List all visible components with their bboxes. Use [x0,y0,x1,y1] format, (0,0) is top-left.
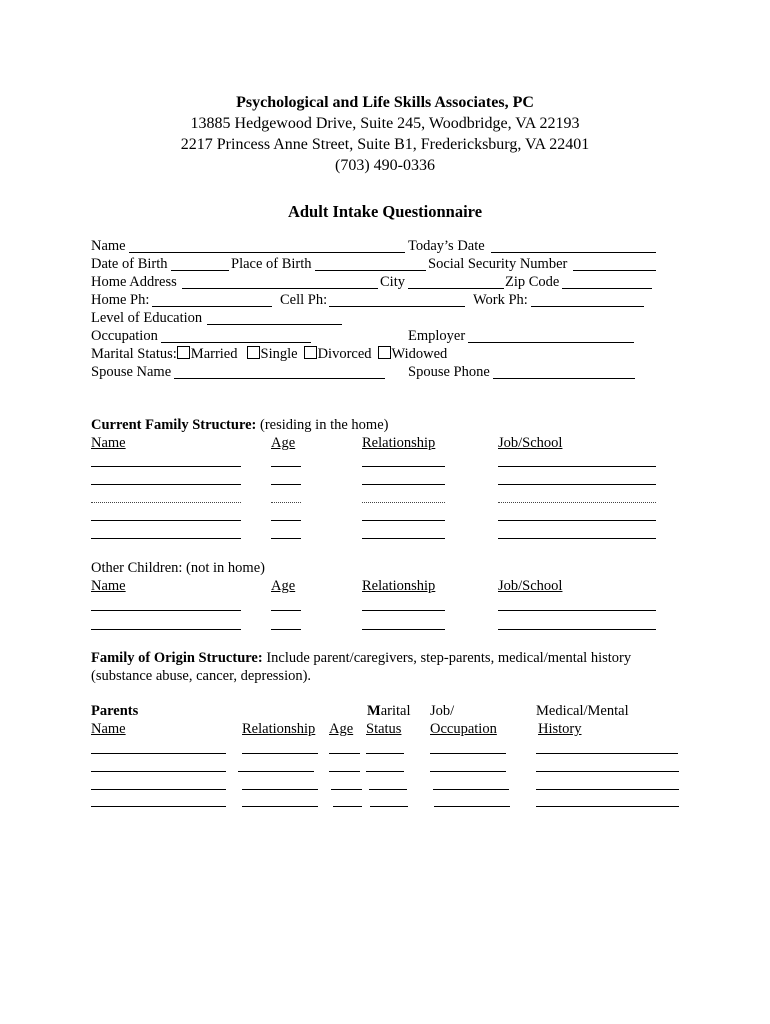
marital-top-initial: M [367,703,381,719]
married-checkbox[interactable] [177,346,190,359]
parents-col-relationship: Relationship [242,721,316,737]
employer-label: Employer [408,328,466,344]
current-family-col-jobschool: Job/School [498,435,563,451]
education-field[interactable] [207,324,342,325]
name-label: Name [91,238,126,254]
spouse-name-label: Spouse Name [91,364,172,380]
home-phone-field[interactable] [152,306,272,307]
current-family-heading [91,416,388,434]
divorced-checkbox[interactable] [304,346,317,359]
family-origin-title: Family of Origin Structure: [91,650,263,666]
current-family-note: (residing in the home) [260,417,389,433]
spouse-phone-field[interactable] [493,378,635,379]
address-line-1: 13885 Hedgewood Drive, Suite 245, Woodbridge, VA 22193 [190,115,580,132]
dob-label: Date of Birth [91,256,168,272]
widowed-label: Widowed [391,346,448,362]
spouse-phone-label: Spouse Phone [408,364,490,380]
parents-col-status: Status [366,721,402,737]
medical-column-top: Medical/Mental [536,703,629,719]
work-phone-label: Work Ph: [473,292,528,308]
occupation-label: Occupation [91,328,158,344]
ssn-label: Social Security Number [428,256,568,272]
current-family-col-age: Age [271,435,296,451]
other-children-col-age: Age [271,578,296,594]
widowed-checkbox[interactable] [378,346,391,359]
current-family-title: Current Family Structure: [91,417,257,433]
married-label: Married [190,346,238,362]
marital-column-top [367,702,410,720]
address-line-2: 2217 Princess Anne Street, Suite B1, Fredericksburg, VA 22401 [180,136,590,153]
education-label: Level of Education [91,310,203,326]
zip-field[interactable] [562,288,652,289]
other-children-col-relationship: Relationship [362,578,436,594]
employer-field[interactable] [468,342,634,343]
other-children-col-jobschool: Job/School [498,578,563,594]
cell-phone-label: Cell Ph: [280,292,328,308]
parents-col-age: Age [329,721,354,737]
family-origin-text-2: (substance abuse, cancer, depression). [91,668,312,684]
current-family-col-relationship: Relationship [362,435,436,451]
home-address-label: Home Address [91,274,177,290]
home-address-field[interactable] [182,288,378,289]
cell-phone-field[interactable] [329,306,465,307]
occupation-field[interactable] [161,342,311,343]
parents-col-occupation: Occupation [430,721,497,737]
todays-date-field[interactable] [491,252,656,253]
marital-status-row [91,345,447,363]
job-column-top: Job/ [430,703,455,719]
ssn-field[interactable] [573,270,656,271]
family-origin-text-1: Include parent/caregivers, step-parents, medical/mental history [266,650,632,666]
place-of-birth-field[interactable] [315,270,426,271]
parents-label: Parents [91,703,139,719]
place-of-birth-label: Place of Birth [231,256,312,272]
single-checkbox[interactable] [247,346,260,359]
zip-label: Zip Code [505,274,560,290]
home-phone-label: Home Ph: [91,292,150,308]
other-children-col-name: Name [91,578,126,594]
other-children-heading: Other Children: (not in home) [91,560,265,576]
city-field[interactable] [408,288,504,289]
divorced-label: Divorced [317,346,372,362]
dob-field[interactable] [171,270,229,271]
parents-col-name: Name [91,721,126,737]
phone-number: (703) 490-0336 [335,157,435,174]
form-title: Adult Intake Questionnaire [287,202,483,221]
parents-col-history: History [538,721,582,737]
work-phone-field[interactable] [531,306,644,307]
spouse-name-field[interactable] [174,378,385,379]
current-family-col-name: Name [91,435,126,451]
todays-date-label: Today’s Date [408,238,485,254]
single-label: Single [260,346,298,362]
marital-top-rest: arital [380,703,411,719]
marital-status-label: Marital Status: [91,346,177,362]
org-name: Psychological and Life Skills Associates, PC [236,94,534,111]
city-label: City [380,274,405,290]
name-field[interactable] [129,252,405,253]
family-origin-line-1 [91,649,631,667]
